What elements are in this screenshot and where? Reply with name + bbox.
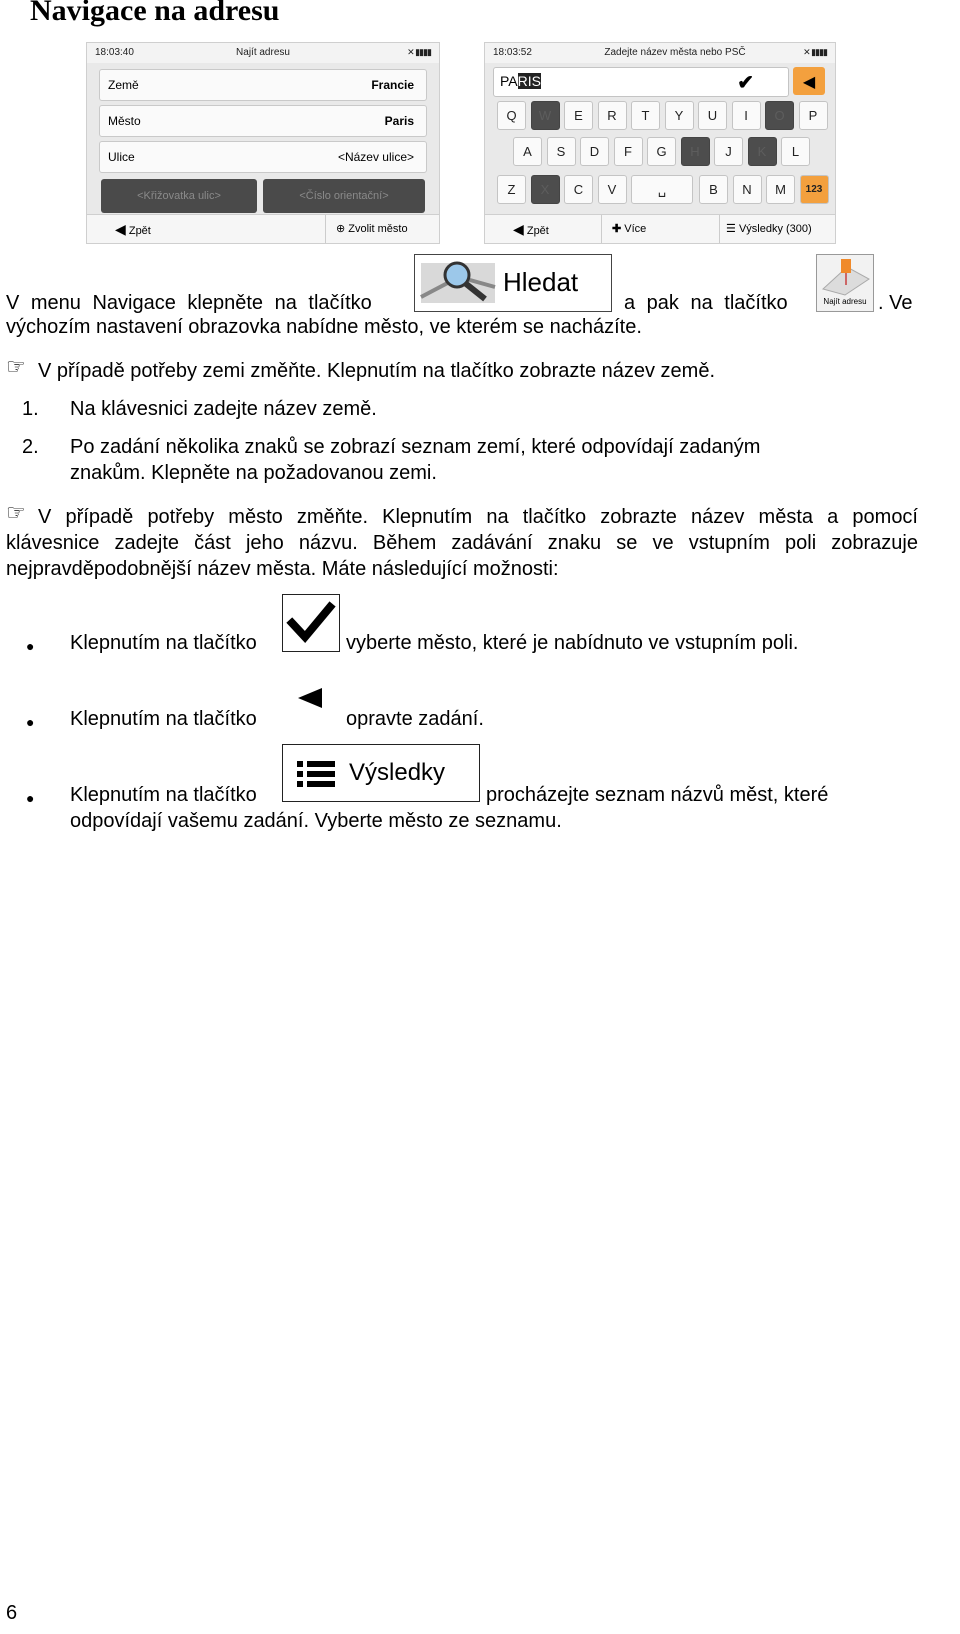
- clock: 18:03:40: [95, 47, 134, 58]
- find-address-button-image: [816, 254, 874, 312]
- row-label: Ulice: [108, 150, 135, 164]
- row-street[interactable]: [99, 141, 427, 173]
- results-button-image: [282, 744, 480, 802]
- key-x: X: [531, 175, 560, 204]
- results-label: Výsledky (300): [738, 223, 812, 235]
- backspace-icon: ◀: [802, 74, 816, 91]
- row-label: Město: [108, 114, 141, 128]
- vysledky-label: Výsledky: [349, 759, 446, 786]
- option-2-suffix: opravte zadání.: [346, 708, 484, 730]
- row-value: <Název ulice>: [337, 150, 414, 164]
- crossroad-button: <Křižovatka ulic>: [101, 179, 257, 213]
- screenshot-city-keyboard: [484, 42, 836, 244]
- row-label: Země: [108, 78, 139, 92]
- choose-city-button[interactable]: [325, 215, 408, 243]
- step-1-text: Na klávesnici zadejte název země.: [70, 398, 377, 420]
- bottom-bar: [485, 214, 835, 243]
- option-1-suffix: vyberte město, které je nabídnuto ve vstupním poli.: [346, 632, 799, 654]
- bullet: ●: [26, 790, 35, 806]
- suggested-text: RIS: [517, 73, 541, 89]
- map-magnifier-icon: [419, 257, 499, 309]
- back-arrow-icon: ◀: [115, 221, 126, 237]
- step-2-number: 2.: [22, 436, 39, 458]
- row-value: Paris: [384, 114, 414, 128]
- key-123[interactable]: 123: [800, 175, 829, 204]
- key-p[interactable]: P: [799, 101, 828, 130]
- screen-header: Najít adresu: [236, 47, 290, 58]
- back-label: Zpět: [526, 225, 549, 237]
- accept-check-icon[interactable]: ✔: [737, 72, 754, 94]
- backspace-button-image: [282, 684, 338, 724]
- country-tip: V případě potřeby zemi změňte. Klepnutím na tlačítko zobrazte název země.: [38, 360, 716, 382]
- signal-icon: ✕ ▮▮▮▮: [407, 47, 431, 57]
- city-tip-line-2: klávesnice zadejte část jeho názvu. Během zadávání znaku se ve vstupním poli zobrazuje: [6, 532, 918, 554]
- key-k: K: [748, 137, 777, 166]
- key-f[interactable]: F: [614, 137, 643, 166]
- back-arrow-icon: ◀: [513, 221, 524, 237]
- more-button[interactable]: [601, 215, 646, 243]
- key-d[interactable]: D: [580, 137, 609, 166]
- najit-adresu-label: Najít adresu: [823, 297, 867, 306]
- clock: 18:03:52: [493, 47, 532, 58]
- intro-text-b: a pak na tlačítko: [624, 292, 788, 314]
- status-bar: [87, 43, 439, 63]
- list-icon: ☰: [726, 223, 736, 235]
- results-button[interactable]: [719, 215, 812, 243]
- option-3-suffix: procházejte seznam názvů měst, které: [486, 784, 829, 806]
- option-3-line-2: odpovídají vašemu zadání. Vyberte město ze seznamu.: [70, 810, 562, 832]
- key-u[interactable]: U: [698, 101, 727, 130]
- key-n[interactable]: N: [733, 175, 762, 204]
- house-number-button: <Číslo orientační>: [263, 179, 425, 213]
- key-i[interactable]: I: [732, 101, 761, 130]
- key-r[interactable]: R: [598, 101, 627, 130]
- key-q[interactable]: Q: [497, 101, 526, 130]
- key-l[interactable]: L: [781, 137, 810, 166]
- bullet: ●: [26, 638, 35, 654]
- backspace-arrow-icon: [282, 684, 338, 724]
- key-e[interactable]: E: [564, 101, 593, 130]
- back-button[interactable]: [513, 215, 549, 243]
- signal-icon: ✕ ▮▮▮▮: [803, 47, 827, 57]
- key-g[interactable]: G: [647, 137, 676, 166]
- row-city[interactable]: [99, 105, 427, 137]
- screenshot-find-address: [86, 42, 440, 244]
- back-label: Zpět: [128, 225, 151, 237]
- list-icon: [295, 755, 339, 795]
- option-1-prefix: Klepnutím na tlačítko: [70, 632, 257, 654]
- option-3-prefix: Klepnutím na tlačítko: [70, 784, 257, 806]
- screen-header: Zadejte název města nebo PSČ: [604, 47, 746, 58]
- step-2-text-line-1: Po zadání několika znaků se zobrazí seznam zemí, které odpovídají zadaným: [70, 436, 761, 458]
- step-2-text-line-2: znakům. Klepněte na požadovanou zemi.: [70, 462, 437, 484]
- option-2-prefix: Klepnutím na tlačítko: [70, 708, 257, 730]
- row-value: Francie: [371, 78, 414, 92]
- key-z[interactable]: Z: [497, 175, 526, 204]
- key-s[interactable]: S: [547, 137, 576, 166]
- key-m[interactable]: M: [766, 175, 795, 204]
- intro-line-2: výchozím nastavení obrazovka nabídne město, ve kterém se nacházíte.: [6, 316, 642, 338]
- status-bar: [485, 43, 835, 63]
- key-v[interactable]: V: [598, 175, 627, 204]
- backspace-button[interactable]: [793, 67, 825, 95]
- find-address-icon: [817, 255, 873, 297]
- intro-text-c: . Ve: [878, 292, 913, 314]
- city-tip-line-1: V případě potřeby město změňte. Klepnutím na tlačítko zobrazte název města a pomocí: [38, 506, 918, 528]
- step-1-number: 1.: [22, 398, 39, 420]
- key-j[interactable]: J: [714, 137, 743, 166]
- key-y[interactable]: Y: [665, 101, 694, 130]
- check-button-image: [282, 594, 340, 652]
- row-country[interactable]: [99, 69, 427, 101]
- hledat-label: Hledat: [503, 267, 579, 297]
- back-button[interactable]: [115, 215, 151, 243]
- more-label: Více: [624, 223, 647, 235]
- city-tip-line-3: nejpravděpodobnější název města. Máte následující možnosti:: [6, 558, 559, 580]
- checkmark-icon: [283, 595, 339, 651]
- plus-icon: ✚: [612, 223, 622, 235]
- key-c[interactable]: C: [564, 175, 593, 204]
- key-t[interactable]: T: [631, 101, 660, 130]
- search-button-image: [414, 254, 612, 312]
- pointing-hand-icon: ☞: [6, 500, 26, 525]
- page-number: 6: [6, 1602, 18, 1624]
- key-o: O: [765, 101, 794, 130]
- page-title: Navigace na adresu: [30, 0, 280, 27]
- bottom-bar: [87, 214, 439, 243]
- choose-city-label: Zvolit město: [348, 223, 408, 235]
- key-a[interactable]: A: [513, 137, 542, 166]
- key-space[interactable]: ␣: [631, 175, 693, 204]
- city-input[interactable]: [493, 67, 789, 97]
- target-icon: ⊕: [336, 223, 346, 235]
- key-h: H: [681, 137, 710, 166]
- key-w: W: [531, 101, 560, 130]
- typed-text: PA: [500, 73, 518, 89]
- bullet: ●: [26, 714, 35, 730]
- key-b[interactable]: B: [699, 175, 728, 204]
- pointing-hand-icon: ☞: [6, 354, 26, 379]
- intro-text-a: V menu Navigace klepněte na tlačítko: [6, 292, 372, 314]
